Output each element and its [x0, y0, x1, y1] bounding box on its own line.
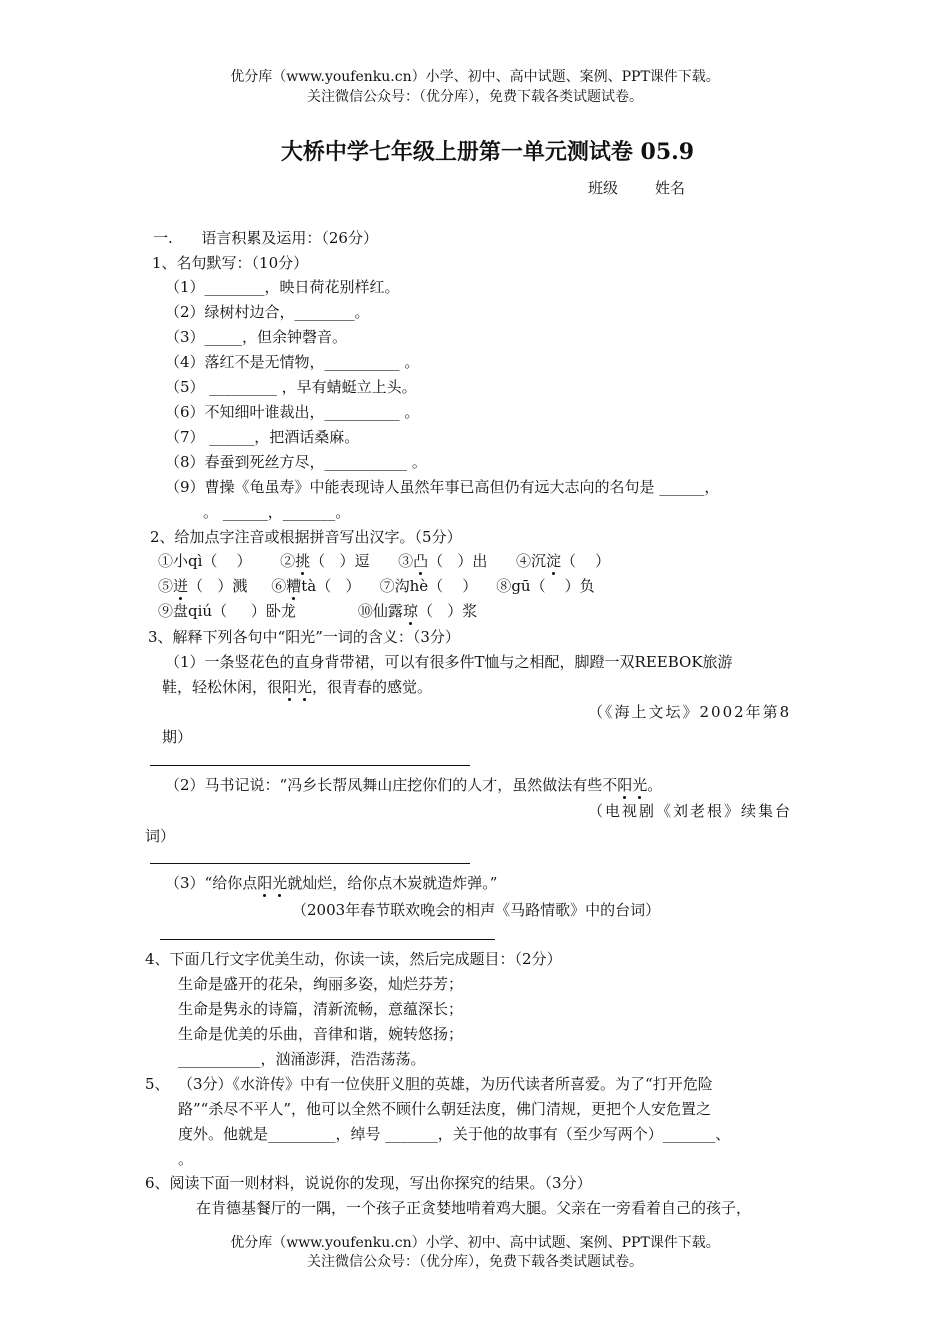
q2-heading: 2、给加点字注音或根据拼音写出汉字。（5分） [150, 528, 462, 546]
q3-source-2a: （电视剧《刘老根》续集台 [588, 802, 793, 820]
answer-line[interactable] [150, 863, 470, 864]
q1-item: （5） _________ ，早有蜻蜓立上头。 [165, 378, 417, 396]
q2-text: ③ [398, 552, 414, 570]
q2-text: qiú（ ）卧龙 [188, 602, 296, 620]
q3-source-2b: 词） [145, 827, 176, 845]
q2-text: ⑦沟 [379, 577, 410, 595]
q2-text: （ ） [561, 552, 611, 570]
q2-text: ④沉 [516, 552, 547, 570]
footer-line-2: 关注微信公众号：（优分库），免费下载各类试题试卷。 [307, 1254, 643, 1270]
q3-text: （2）马书记说：“冯乡长帮凤舞山庄挖你们的人才，虽然做法有些不 [165, 776, 618, 794]
q4-line: 生命是盛开的花朵，绚丽多姿，灿烂芬芳； [178, 975, 464, 993]
q1-item: （6）不知细叶谁裁出，__________ 。 [165, 403, 420, 421]
q1-item: （8）春蚕到死丝方尽，___________ 。 [165, 453, 427, 471]
q2-text: tà（ ） [301, 577, 361, 595]
header-line-2: 关注微信公众号：（优分库），免费下载各类试题试卷。 [307, 89, 643, 105]
dotted-char: 光 [297, 678, 313, 696]
q4-line: 生命是优美的乐曲，音律和谐，婉转悠扬； [178, 1025, 464, 1043]
q1-heading: 1、名句默写：（10分） [152, 254, 309, 272]
answer-line[interactable] [160, 939, 495, 940]
q2-text: ⑧ [496, 577, 512, 595]
q1-item: （7） ______，把酒话桑麻。 [165, 428, 360, 446]
q3-sentence-2 [165, 774, 662, 795]
dotted-char: 琼 [402, 602, 418, 620]
dotted-char: 挑 [295, 552, 311, 570]
dotted-char: 凸 [413, 552, 429, 570]
q2-text: ⑩仙露 [357, 602, 403, 620]
q3-heading: 3、解释下列各句中“阳光”一词的含义：（3分） [148, 628, 460, 646]
q2-row-2 [158, 575, 595, 596]
q3-source-3: （2003年春节联欢晚会的相声《马路情歌》中的台词） [292, 901, 661, 919]
name-label: 姓名 [655, 179, 686, 197]
q2-text: ② [280, 552, 296, 570]
q2-text: ⑨盘 [158, 602, 189, 620]
q1-item: （3）_____，但余钟磬音。 [165, 328, 348, 346]
q5-line: （3分）《水浒传》中有一位侠肝义胆的英雄，为历代读者所喜爱。为了“打开危险 [178, 1075, 713, 1093]
footer-line-1: 优分库（www.youfenku.cn）小学、初中、高中试题、案例、PPT课件下载。 [230, 1235, 720, 1251]
answer-line[interactable] [150, 765, 470, 766]
q4-line: 生命是隽永的诗篇，清新流畅，意蕴深长； [178, 1000, 464, 1018]
class-label: 班级 [588, 179, 619, 197]
q5-line: 。 [178, 1150, 194, 1168]
q1-item: 。 ______，_______。 [203, 503, 351, 521]
dotted-char: 迸 [173, 577, 189, 595]
q2-text: （ ）溅 [188, 577, 248, 595]
q1-item: （9）曹操《龟虽寿》中能表现诗人虽然年事已高但仍有远大志向的名句是 ______， [165, 478, 720, 496]
dotted-char: 阳 [282, 678, 298, 696]
q2-text: （ ）出 [428, 552, 488, 570]
q3-text: （3）“给你点 [165, 874, 258, 892]
q3-text: 鞋，轻松休闲，很 [162, 678, 283, 696]
q2-text: （ ）浆 [417, 602, 478, 620]
q3-text: ，很青春的感觉。 [312, 678, 433, 696]
q5-number: 5、 [145, 1075, 170, 1093]
q6-paragraph: 在肯德基餐厅的一隅，一个孩子正贪婪地啃着鸡大腿。父亲在一旁看着自己的孩子， [196, 1199, 752, 1217]
q6-heading: 6、阅读下面一则材料，说说你的发现，写出你探究的结果。（3分） [145, 1174, 592, 1192]
q5-line: 度外。他就是_________，绰号 _______，关于他的故事有（至少写两个）_______、 [178, 1125, 731, 1143]
q2-text: ⑤ [158, 577, 174, 595]
q4-heading: 4、下面几行文字优美生动，你读一读，然后完成题目：（2分） [145, 950, 562, 968]
dotted-char: 阳 [617, 776, 633, 794]
q1-item: （4）落红不是无情物，__________ 。 [165, 353, 420, 371]
q3-sentence-1a: （1）一条竖花色的直身背带裙，可以有很多件T恤与之相配，脚蹬一双REEBOK旅游 [165, 653, 733, 671]
q2-row-3 [158, 600, 477, 621]
q3-sentence-1b [162, 676, 432, 697]
q3-text: 就灿烂，给你点木炭就造炸弹。” [287, 874, 498, 892]
q2-text: ⑥ [271, 577, 287, 595]
q1-item: （2）绿树村边合，________。 [165, 303, 370, 321]
q2-text: hè（ ） [409, 577, 478, 595]
q2-row-1 [158, 550, 610, 571]
dotted-char: 光 [272, 874, 288, 892]
section-heading: 一. 语言积累及运用：（26分） [153, 229, 378, 247]
header-line-1: 优分库（www.youfenku.cn）小学、初中、高中试题、案例、PPT课件下载。 [230, 69, 720, 85]
q3-source-1b: 期） [162, 728, 193, 746]
q2-text: gū（ ）负 [511, 577, 595, 595]
dotted-char: 阳 [257, 874, 273, 892]
q3-text: 。 [647, 776, 663, 794]
q2-text: （ ）逗 [310, 552, 370, 570]
q1-item: （1）________，映日荷花别样红。 [165, 278, 400, 296]
q5-line: 路”“杀尽不平人”，他可以全然不顾什么朝廷法度，佛门清规，更把个人安危置之 [178, 1100, 712, 1118]
q3-source-1a: （《海上文坛》2002年第8 [588, 703, 792, 721]
dotted-char: 糟 [286, 577, 302, 595]
q2-text: ①小 [158, 552, 189, 570]
q2-text: qì（ ） [188, 552, 252, 570]
q3-sentence-3 [165, 872, 497, 893]
dotted-char: 光 [632, 776, 648, 794]
q4-line: ___________，汹涌澎湃，浩浩荡荡。 [178, 1050, 426, 1068]
page-title: 大桥中学七年级上册第一单元测试卷 05.9 [280, 139, 695, 165]
dotted-char: 淀 [546, 552, 562, 570]
